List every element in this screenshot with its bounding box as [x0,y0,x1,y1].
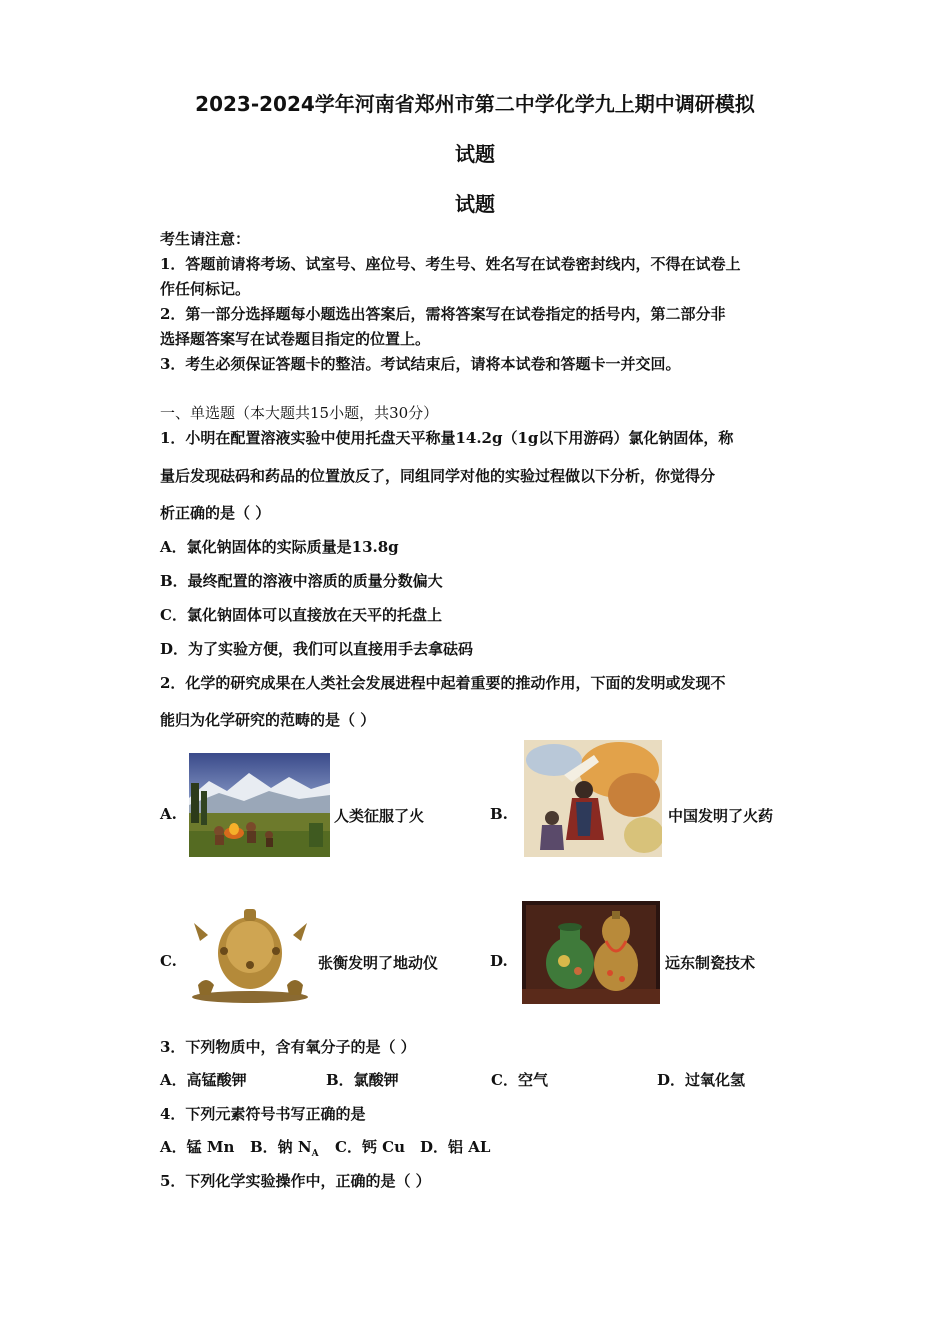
q4-stem: 4．下列元素符号书写正确的是 [160,1105,366,1123]
notice-heading: 考生请注意： [160,230,251,248]
fire-scene-image [189,753,330,857]
q2-stem: 2．化学的研究成果在人类社会发展进程中起着重要的推动作用，下面的发明或发现不 [160,674,726,692]
q1-stem-cont2: 析正确的是（ ） [160,504,271,522]
q3-stem: 3．下列物质中，含有氧分子的是（ ） [160,1038,416,1056]
q3-option-b: B．氯酸钾 [326,1071,399,1089]
notice-item-1: 1．答题前请将考场、试室号、座位号、考生号、姓名写在试卷密封线内，不得在试卷上 [160,255,741,273]
q2-stem-cont: 能归为化学研究的范畴的是（ ） [160,711,376,729]
notice-item-1-cont: 作任何标记。 [160,280,251,298]
notice-item-2: 2．第一部分选择题每小题选出答案后，需将答案写在试卷指定的括号内，第二部分非 [160,305,726,323]
q2-option-b-text: 中国发明了火药 [668,807,774,825]
page-title: 2023-2024学年河南省郑州市第二中学化学九上期中调研模拟 [195,92,755,116]
q4-option-d: D．铝 AL [420,1138,491,1156]
notice-item-2-cont: 选择题答案写在试卷题目指定的位置上。 [160,330,431,348]
q1-option-c: C．氯化钠固体可以直接放在天平的托盘上 [160,606,442,624]
page-title-line2: 试题 [455,142,495,166]
q4-option-b-sub: A [311,1149,319,1159]
q4-option-b [250,1136,319,1159]
q1-option-a: A．氯化钠固体的实际质量是13.8g [160,538,399,556]
q2-option-b-label: B. [490,805,508,823]
q1-stem-cont: 量后发现砝码和药品的位置放反了，同组同学对他的实验过程做以下分析，你觉得分 [160,467,716,485]
q4-option-b-main: B．钠 N [250,1138,312,1156]
q3-option-c: C．空气 [491,1071,548,1089]
q2-option-a-text: 人类征服了火 [334,807,425,825]
q5-stem: 5．下列化学实验操作中，正确的是（ ） [160,1172,431,1190]
q1-option-b: B．最终配置的溶液中溶质的质量分数偏大 [160,572,443,590]
porcelain-image [522,901,660,1004]
q1-option-d: D．为了实验方便，我们可以直接用手去拿砝码 [160,640,474,658]
q2-option-c-label: C. [160,952,177,970]
q4-option-c: C．钙 Cu [335,1138,406,1156]
q2-option-a-label: A. [160,805,177,823]
page-subtitle: 试题 [455,192,495,216]
q3-option-d: D．过氧化氢 [657,1071,746,1089]
q2-option-d-label: D. [490,952,508,970]
gunpowder-image [524,740,662,857]
q4-option-a: A．锰 Mn [160,1138,235,1156]
notice-item-3: 3．考生必须保证答题卡的整洁。考试结束后，请将本试卷和答题卡一并交回。 [160,355,681,373]
q3-option-a: A．高锰酸钾 [160,1071,247,1089]
seismoscope-image [188,905,313,1005]
q2-option-c-text: 张衡发明了地动仪 [318,954,439,972]
section-heading: 一、单选题（本大题共15小题，共30分） [160,404,439,422]
q2-option-d-text: 远东制瓷技术 [665,954,756,972]
q1-stem: 1．小明在配置溶液实验中使用托盘天平称量14.2g（1g以下用游码）氯化钠固体，称 [160,429,734,447]
